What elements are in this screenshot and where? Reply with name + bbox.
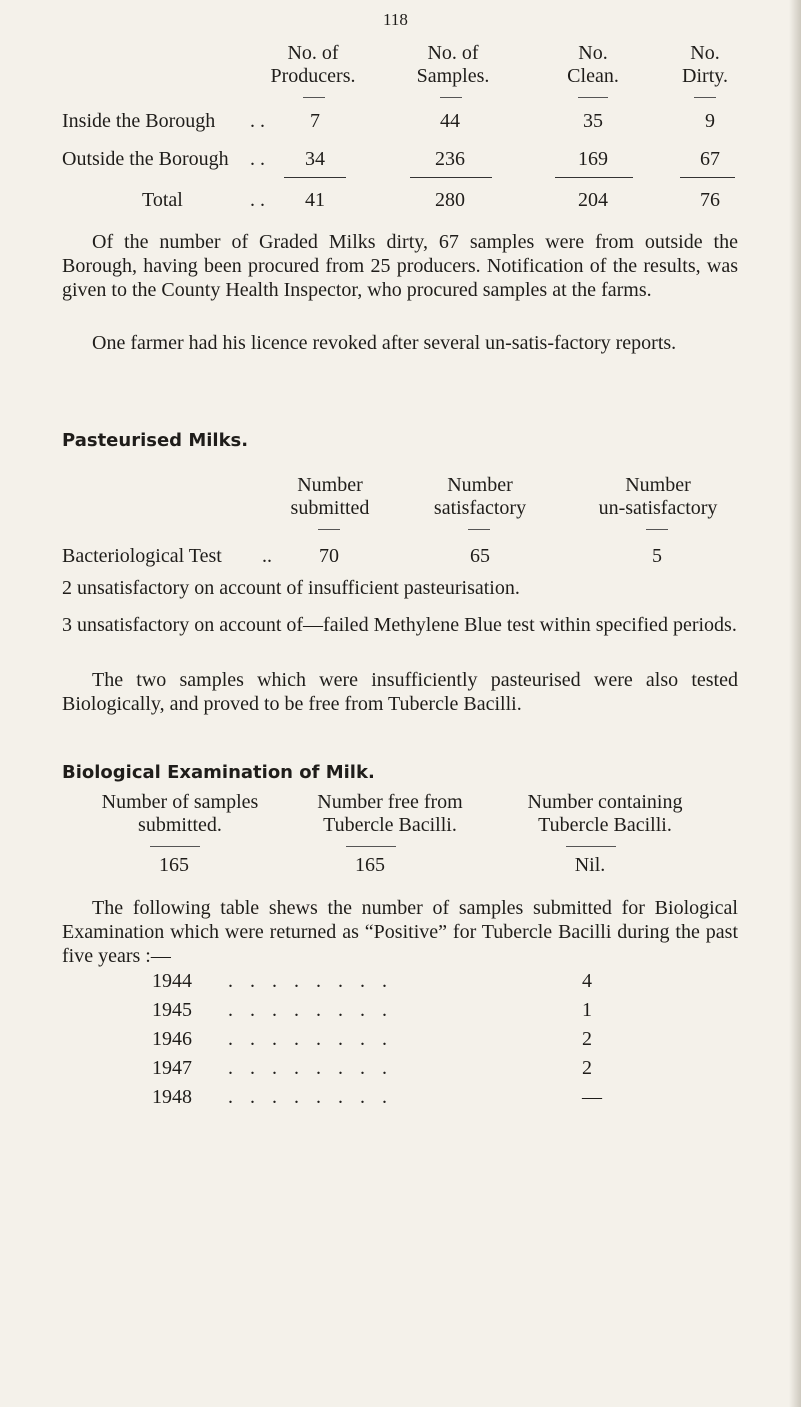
total-rule bbox=[680, 177, 735, 178]
leader-dots: . . bbox=[250, 110, 265, 132]
cell-value: 76 bbox=[700, 189, 720, 211]
note-methylene-blue: 3 unsatisfactory on account of—failed Methylene Blue test within specified periods. bbox=[62, 614, 737, 636]
paragraph-graded-milks: Of the number of Graded Milks dirty, 67 samples were from outside the Borough, having been procured from 25 producers. Notification of the results, was given to the County Health Inspector, who procured samples at the farms. bbox=[62, 231, 738, 301]
header-underline bbox=[440, 97, 462, 98]
cell-value: 9 bbox=[705, 110, 715, 132]
cell-value: 70 bbox=[319, 545, 339, 567]
cell-value: 67 bbox=[700, 148, 720, 170]
section-heading-pasteurised: Pasteurised Milks. bbox=[62, 430, 249, 451]
cell-value: 5 bbox=[652, 545, 662, 567]
year-label: 1945 bbox=[152, 999, 192, 1021]
header-underline bbox=[694, 97, 716, 98]
cell-value: 280 bbox=[435, 189, 465, 211]
row-label-bacteriological: Bacteriological Test bbox=[62, 545, 222, 567]
leader-dots: . . bbox=[250, 189, 265, 211]
header-dirty: No. Dirty. bbox=[682, 42, 728, 87]
leader-dots: . . . . . . . . bbox=[228, 1086, 393, 1108]
header-unsatisfactory: Number un-satisfactory bbox=[598, 474, 718, 519]
total-rule bbox=[284, 177, 346, 178]
year-label: 1944 bbox=[152, 970, 192, 992]
paragraph-five-year-intro: The following table shews the number of samples submitted for Biological Examination which were returned as “Positive” for Tubercle Bacilli during the past five years :— bbox=[62, 897, 738, 967]
header-underline bbox=[318, 529, 340, 530]
header-free-from: Number free from Tubercle Bacilli. bbox=[317, 791, 463, 836]
cell-value: 236 bbox=[435, 148, 465, 170]
header-satisfactory: Number satisfactory bbox=[433, 474, 527, 519]
year-value: 2 bbox=[582, 1028, 592, 1050]
row-label-inside: Inside the Borough bbox=[62, 110, 216, 132]
page-number: 118 bbox=[383, 10, 408, 29]
header-underline bbox=[578, 97, 608, 98]
header-underline bbox=[346, 846, 396, 847]
leader-dots: . . . . . . . . bbox=[228, 1057, 393, 1079]
cell-value: 7 bbox=[310, 110, 320, 132]
cell-value: 44 bbox=[440, 110, 460, 132]
header-underline bbox=[150, 846, 200, 847]
cell-value: 34 bbox=[305, 148, 325, 170]
year-label: 1946 bbox=[152, 1028, 192, 1050]
header-underline bbox=[303, 97, 325, 98]
header-underline bbox=[566, 846, 616, 847]
cell-value: 204 bbox=[578, 189, 608, 211]
header-samples-submitted: Number of samples submitted. bbox=[101, 791, 259, 836]
row-label-outside: Outside the Borough bbox=[62, 148, 229, 170]
page-edge-shadow bbox=[789, 0, 801, 1407]
note-insufficient-pasteurisation: 2 unsatisfactory on account of insufficient pasteurisation. bbox=[62, 577, 520, 599]
header-containing: Number containing Tubercle Bacilli. bbox=[527, 791, 683, 836]
header-samples: No. of Samples. bbox=[416, 42, 490, 87]
cell-value: 169 bbox=[578, 148, 608, 170]
cell-value: 165 bbox=[355, 854, 385, 876]
year-value: 1 bbox=[582, 999, 592, 1021]
leader-dots: .. bbox=[262, 545, 272, 567]
total-rule bbox=[555, 177, 633, 178]
header-submitted: Number submitted bbox=[290, 474, 370, 519]
section-heading-biological: Biological Examination of Milk. bbox=[62, 762, 375, 783]
header-underline bbox=[468, 529, 490, 530]
cell-value: 65 bbox=[470, 545, 490, 567]
leader-dots: . . . . . . . . bbox=[228, 970, 393, 992]
leader-dots: . . . . . . . . bbox=[228, 1028, 393, 1050]
cell-value: 41 bbox=[305, 189, 325, 211]
year-value: 2 bbox=[582, 1057, 592, 1079]
note-tested-biologically: The two samples which were insufficiently pasteurised were also tested Biologically, and proved to be free from Tubercle Bacilli. bbox=[62, 669, 738, 715]
paragraph-licence-revoked: One farmer had his licence revoked after several un-satis-factory reports. bbox=[92, 332, 677, 354]
cell-value: 165 bbox=[159, 854, 189, 876]
year-label: 1947 bbox=[152, 1057, 192, 1079]
total-rule bbox=[410, 177, 492, 178]
header-underline bbox=[646, 529, 668, 530]
row-label-total: Total bbox=[142, 189, 183, 211]
year-label: 1948 bbox=[152, 1086, 192, 1108]
header-producers: No. of Producers. bbox=[270, 42, 356, 87]
year-value: 4 bbox=[582, 970, 592, 992]
year-value: — bbox=[582, 1086, 602, 1108]
leader-dots: . . . . . . . . bbox=[228, 999, 393, 1021]
cell-value: Nil. bbox=[574, 854, 606, 876]
header-clean: No. Clean. bbox=[567, 42, 619, 87]
leader-dots: . . bbox=[250, 148, 265, 170]
cell-value: 35 bbox=[583, 110, 603, 132]
